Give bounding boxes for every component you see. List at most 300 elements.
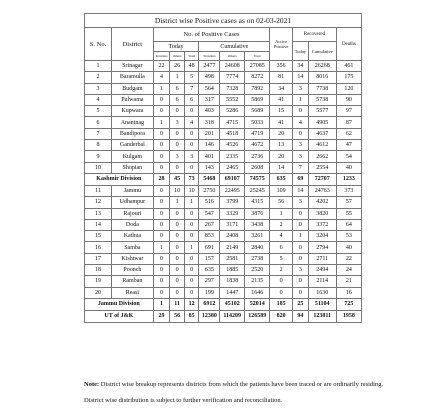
cell-c_trav: 5468 [199,173,220,185]
cell-c_oth: 5286 [220,106,245,117]
cell-sno: 1 [85,61,112,72]
division-label: Jammu Division [85,298,154,310]
cell-deaths: 53 [336,231,361,242]
cell-c_trav: 201 [199,128,220,139]
cell-t_trav: 1 [153,83,170,94]
header-cum-others: Others [220,52,245,61]
cell-sno: 7 [85,128,112,139]
cell-active: 41 [270,117,293,128]
cell-t_oth: 0 [170,276,185,287]
cell-r_today: 25 [293,298,309,310]
cell-r_cum: 2494 [308,265,336,276]
cell-t_oth: 0 [170,140,185,151]
cell-t_trav: 0 [153,106,170,117]
cell-c_tot: 7892 [245,83,270,94]
cell-c_oth: 4518 [220,128,245,139]
cell-district: Srinagar [112,61,154,72]
cell-sno: 13 [85,208,112,219]
cell-r_cum: 72707 [308,173,336,185]
cell-r_today: 0 [293,287,309,298]
cell-r_today: 0 [293,276,309,287]
cell-c_trav: 318 [199,117,220,128]
cell-c_oth: 4526 [220,140,245,151]
cell-c_tot: 4719 [245,128,270,139]
cell-c_oth: 22495 [220,185,245,196]
cell-r_today: 3 [293,197,309,208]
cell-r_cum: 3820 [308,208,336,219]
cell-t_tot: 10 [184,185,199,196]
cell-r_today: 0 [293,242,309,253]
cell-district: Ramban [112,276,154,287]
cell-t_tot: 0 [184,265,199,276]
summary-row [85,310,362,322]
header-cum-total: Total [245,52,270,61]
table-row [85,219,362,230]
cell-deaths: 54 [336,151,361,162]
cell-c_tot: 52014 [245,298,270,310]
cell-r_today: 3 [293,83,309,94]
cell-t_trav: 0 [153,276,170,287]
cell-c_trav: 6912 [199,298,220,310]
cell-r_today: 3 [293,265,309,276]
cell-t_oth: 0 [170,208,185,219]
table-row [85,253,362,264]
cell-c_oth: 2581 [220,253,245,264]
cell-c_tot: 3438 [245,219,270,230]
table-row [85,106,362,117]
cell-c_trav: 12380 [199,310,220,322]
header-sno: S. No. [85,28,112,61]
header-active: Active Positive [270,28,293,61]
header-deaths: Deaths [336,28,361,61]
cell-t_oth: 45 [170,173,185,185]
cell-c_trav: 403 [199,106,220,117]
cell-t_tot: 12 [184,298,199,310]
cell-r_cum: 24763 [308,185,336,196]
cell-r_cum: 8016 [308,72,336,83]
header-cum-travelers: Travelers [199,52,220,61]
cell-t_oth: 3 [170,151,185,162]
cell-district: Samba [112,242,154,253]
cell-active: 34 [270,83,293,94]
cell-c_tot: 4672 [245,140,270,151]
table-body [85,61,362,323]
cell-district: Budgam [112,83,154,94]
cell-deaths: 97 [336,106,361,117]
cell-t_trav: 0 [153,185,170,196]
cell-deaths: 24 [336,265,361,276]
cell-r_today: 1 [293,231,309,242]
table-row [85,72,362,83]
cell-r_today: 69 [293,173,309,185]
cell-active: 635 [270,173,293,185]
cell-r_cum: 7738 [308,83,336,94]
cell-t_tot: 0 [184,140,199,151]
division-label: Kashmir Division [85,173,154,185]
cell-r_today: 14 [293,72,309,83]
cell-t_oth: 1 [170,72,185,83]
cell-r_cum: 2554 [308,162,336,173]
cell-t_oth: 3 [170,117,185,128]
cell-c_tot: 25245 [245,185,270,196]
table-row [85,83,362,94]
cell-t_tot: 0 [184,287,199,298]
table-row [85,287,362,298]
cell-c_trav: 143 [199,162,220,173]
cell-t_trav: 0 [153,197,170,208]
cell-c_trav: 635 [199,265,220,276]
cell-sno: 17 [85,253,112,264]
header-recovered-cumulative: Cumulative [308,42,336,61]
cell-c_tot: 126589 [245,310,270,322]
cell-r_cum: 5577 [308,106,336,117]
cell-t_trav: 0 [153,253,170,264]
cell-active: 13 [270,140,293,151]
cell-sno: 14 [85,219,112,230]
cell-sno: 9 [85,151,112,162]
division-label: UT of J&K [85,310,154,322]
cell-active: 185 [270,298,293,310]
table-row [85,208,362,219]
cell-c_trav: 853 [199,231,220,242]
cell-r_today: 3 [293,140,309,151]
summary-row [85,173,362,185]
cell-c_trav: 401 [199,151,220,162]
cell-c_tot: 4315 [245,197,270,208]
cell-deaths: 1958 [336,310,361,322]
cell-c_tot: 5869 [245,94,270,105]
cell-sno: 3 [85,83,112,94]
cell-t_tot: 0 [184,208,199,219]
cell-district: Kishtwar [112,253,154,264]
table-row [85,185,362,196]
cell-c_oth: 24608 [220,61,245,72]
cell-deaths: 120 [336,83,361,94]
cell-c_trav: 317 [199,94,220,105]
cell-active: 2 [270,265,293,276]
cell-deaths: 40 [336,162,361,173]
table-row [85,231,362,242]
cell-active: 1 [270,208,293,219]
cell-district: Reasi [112,287,154,298]
cell-sno: 2 [85,72,112,83]
cell-t_tot: 48 [184,61,199,72]
note-text-1: District wise breakup represents districts from which the patients have been traced or are ordinarily residing. [99,381,384,388]
cell-c_tot: 5033 [245,117,270,128]
table-row [85,128,362,139]
cell-active: 15 [270,106,293,117]
cell-t_oth: 6 [170,83,185,94]
cell-district: Shopian [112,162,154,173]
cell-deaths: 373 [336,185,361,196]
cell-c_oth: 2335 [220,151,245,162]
cell-deaths: 461 [336,61,361,72]
cell-r_today: 14 [293,185,309,196]
cell-r_cum: 51104 [308,298,336,310]
cell-c_tot: 2135 [245,276,270,287]
cell-r_cum: 4637 [308,128,336,139]
table-row [85,61,362,72]
cell-active: 56 [270,197,293,208]
cell-r_today: 94 [293,310,309,322]
cell-r_today: 0 [293,106,309,117]
cell-c_oth: 1885 [220,265,245,276]
cell-t_tot: 1 [184,242,199,253]
cell-district: Anantnag [112,117,154,128]
cell-active: 81 [270,72,293,83]
cell-sno: 19 [85,276,112,287]
cell-deaths: 16 [336,287,361,298]
cell-c_oth: 1838 [220,276,245,287]
cell-t_tot: 0 [184,231,199,242]
cell-c_tot: 74575 [245,173,270,185]
cell-t_tot: 0 [184,128,199,139]
cell-t_trav: 1 [153,117,170,128]
cell-c_trav: 498 [199,72,220,83]
cell-deaths: 57 [336,197,361,208]
cell-c_tot: 8272 [245,72,270,83]
cell-sno: 16 [85,242,112,253]
cell-t_tot: 0 [184,253,199,264]
cell-sno: 10 [85,162,112,173]
table-row [85,276,362,287]
cell-t_oth: 0 [170,219,185,230]
header-today: Today [153,42,199,52]
cell-t_oth: 26 [170,61,185,72]
header-today-total: Total [184,52,199,61]
cell-c_trav: 297 [199,276,220,287]
cell-r_cum: 3372 [308,219,336,230]
note-line-2: District wise distribution is subject to further verification and reconciliation. [84,397,283,404]
cell-district: Doda [112,219,154,230]
cell-deaths: 40 [336,242,361,253]
cell-t_tot: 6 [184,94,199,105]
table-row [85,94,362,105]
cell-district: Kupwara [112,106,154,117]
cell-t_tot: 0 [184,219,199,230]
cell-r_today: 0 [293,128,309,139]
cell-r_cum: 3204 [308,231,336,242]
table-row [85,162,362,173]
cell-t_tot: 5 [184,72,199,83]
cell-t_oth: 0 [170,287,185,298]
cell-r_cum: 4612 [308,140,336,151]
cell-c_oth: 2149 [220,242,245,253]
table-row [85,151,362,162]
cell-c_tot: 2608 [245,162,270,173]
cell-r_cum: 2711 [308,253,336,264]
table-row [85,242,362,253]
cell-c_oth: 4715 [220,117,245,128]
cell-t_trav: 22 [153,61,170,72]
cell-c_trav: 691 [199,242,220,253]
cell-active: 20 [270,128,293,139]
cell-t_oth: 0 [170,106,185,117]
cell-r_today: 1 [293,94,309,105]
cell-deaths: 1233 [336,173,361,185]
cell-t_tot: 73 [184,173,199,185]
cell-r_cum: 2114 [308,276,336,287]
cell-c_trav: 199 [199,287,220,298]
cell-sno: 4 [85,94,112,105]
header-today-others: Others [170,52,185,61]
cell-sno: 18 [85,265,112,276]
cell-active: 5 [270,253,293,264]
cell-district: Poonch [112,265,154,276]
cases-table [84,13,362,323]
cell-t_trav: 0 [153,151,170,162]
cell-district: Kulgam [112,151,154,162]
cell-t_tot: 0 [184,276,199,287]
cell-t_trav: 0 [153,265,170,276]
cell-t_trav: 0 [153,128,170,139]
cell-t_oth: 0 [170,162,185,173]
cell-active: 0 [270,287,293,298]
cell-sno: 15 [85,231,112,242]
summary-row [85,298,362,310]
table-row [85,197,362,208]
cell-c_trav: 547 [199,208,220,219]
cell-r_cum: 4905 [308,117,336,128]
cell-c_oth: 2408 [220,231,245,242]
header-cumulative: Cumulative [199,42,270,52]
cell-district: Baramulla [112,72,154,83]
cell-t_trav: 0 [153,140,170,151]
cell-active: 20 [270,151,293,162]
cell-sno: 6 [85,117,112,128]
cell-t_tot: 0 [184,106,199,117]
cell-active: 0 [270,276,293,287]
header-recovered-today: Today [293,42,309,61]
cell-t_trav: 0 [153,208,170,219]
cell-c_oth: 2465 [220,162,245,173]
cell-c_oth: 114209 [220,310,245,322]
table-row [85,117,362,128]
cell-active: 820 [270,310,293,322]
cell-active: 4 [270,231,293,242]
cell-c_trav: 2477 [199,61,220,72]
cell-t_tot: 4 [184,117,199,128]
cell-sno: 11 [85,185,112,196]
cell-r_cum: 5738 [308,94,336,105]
cell-c_trav: 146 [199,140,220,151]
cell-r_today: 0 [293,208,309,219]
cell-c_trav: 2750 [199,185,220,196]
cell-t_tot: 3 [184,151,199,162]
cell-c_trav: 157 [199,253,220,264]
cell-c_oth: 3329 [220,208,245,219]
cell-r_cum: 26268 [308,61,336,72]
cell-c_oth: 69107 [220,173,245,185]
cell-deaths: 725 [336,298,361,310]
cell-deaths: 22 [336,253,361,264]
cell-r_cum: 1630 [308,287,336,298]
cell-r_today: 7 [293,162,309,173]
cell-t_oth: 1 [170,197,185,208]
cell-t_oth: 0 [170,231,185,242]
header-positive-cases: No. of Positive Cases [153,28,270,42]
cell-c_tot: 5689 [245,106,270,117]
cell-t_oth: 0 [170,253,185,264]
note-line-1 [84,381,424,389]
cell-t_oth: 11 [170,298,185,310]
cell-t_oth: 10 [170,185,185,196]
cell-t_tot: 85 [184,310,199,322]
cell-t_trav: 0 [153,219,170,230]
cell-c_tot: 1646 [245,287,270,298]
cell-c_tot: 27085 [245,61,270,72]
cell-c_oth: 1447 [220,287,245,298]
cell-district: Bandipora [112,128,154,139]
cell-active: 6 [270,242,293,253]
cell-district: Kathua [112,231,154,242]
table-row [85,140,362,151]
cell-t_trav: 0 [153,162,170,173]
cell-c_trav: 267 [199,219,220,230]
cell-district: Jammu [112,185,154,196]
table-title: District wise Positive cases as on 02-03-2021 [85,14,362,28]
note-label: Note: [84,381,100,388]
cell-district: Udhampur [112,197,154,208]
cell-t_oth: 56 [170,310,185,322]
cell-t_trav: 0 [153,231,170,242]
cell-t_trav: 4 [153,72,170,83]
cell-t_tot: 0 [184,162,199,173]
cell-r_today: 0 [293,219,309,230]
cell-r_today: 3 [293,151,309,162]
cell-deaths: 175 [336,72,361,83]
cell-c_oth: 7774 [220,72,245,83]
cell-deaths: 62 [336,128,361,139]
cell-active: 2 [270,219,293,230]
cell-c_oth: 5552 [220,94,245,105]
cell-t_trav: 28 [153,173,170,185]
cell-t_tot: 1 [184,197,199,208]
cell-deaths: 21 [336,276,361,287]
header-today-travelers: Travelers [153,52,170,61]
cell-sno: 8 [85,140,112,151]
cell-deaths: 55 [336,208,361,219]
cell-c_tot: 2738 [245,253,270,264]
cell-c_tot: 2840 [245,242,270,253]
cell-r_cum: 4202 [308,197,336,208]
table-row [85,265,362,276]
cell-r_cum: 123811 [308,310,336,322]
cell-r_cum: 2794 [308,242,336,253]
cell-t_oth: 0 [170,242,185,253]
cell-t_trav: 1 [153,242,170,253]
cell-district: Rajouri [112,208,154,219]
cell-c_tot: 3261 [245,231,270,242]
header-district: District [112,28,154,61]
cell-t_trav: 0 [153,287,170,298]
cell-t_tot: 7 [184,83,199,94]
cell-t_trav: 0 [153,94,170,105]
cell-r_today: 4 [293,117,309,128]
cell-active: 14 [270,162,293,173]
cell-c_oth: 45102 [220,298,245,310]
cell-c_oth: 3799 [220,197,245,208]
cell-deaths: 47 [336,140,361,151]
cell-c_oth: 3171 [220,219,245,230]
cell-district: Ganderbal [112,140,154,151]
cell-c_trav: 564 [199,83,220,94]
cell-c_oth: 7328 [220,83,245,94]
cell-district: Pulwama [112,94,154,105]
cell-c_tot: 3876 [245,208,270,219]
cell-r_today: 34 [293,61,309,72]
cell-sno: 12 [85,197,112,208]
